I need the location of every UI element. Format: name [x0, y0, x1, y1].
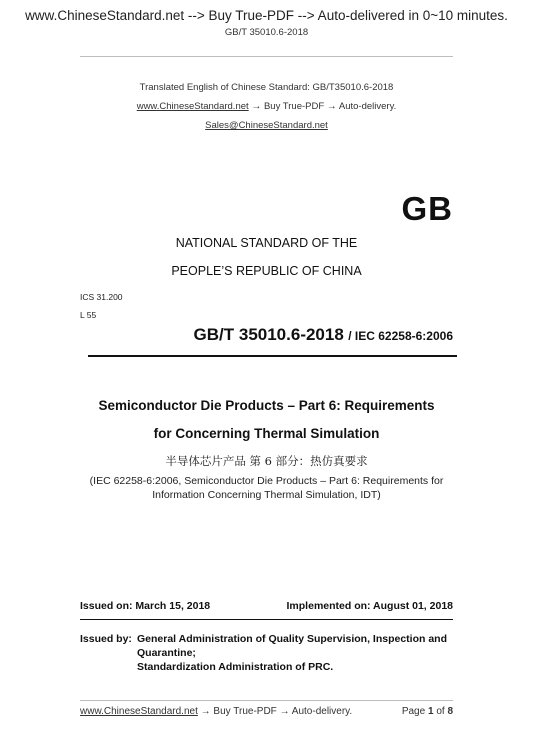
arrow-right-icon: → — [279, 706, 290, 717]
header-divider — [80, 56, 453, 57]
page-current: 1 — [427, 706, 434, 717]
page-of: of — [436, 706, 445, 717]
arrow-right-icon: → — [200, 706, 211, 717]
title-line1: Semiconductor Die Products – Part 6: Requirements — [98, 398, 435, 413]
delivery-text: Auto-delivery. — [338, 101, 397, 112]
arrow-right-icon: → — [326, 101, 337, 112]
header-doc-code: GB/T 35010.6-2018 — [224, 27, 309, 38]
ics-code: ICS 31.200 — [80, 292, 123, 302]
ccs-code: L 55 — [80, 310, 97, 320]
page-indicator — [402, 706, 453, 717]
issuer-line1: General Administration of Quality Supervision, Inspection and — [137, 633, 447, 645]
email-line — [0, 120, 533, 131]
issued-by-block — [80, 632, 447, 674]
arrow-right-icon: → — [251, 101, 262, 112]
gb-mark: GB — [401, 190, 453, 227]
issued-by-label: Issued by: — [80, 633, 132, 645]
title-line2: for Concerning Thermal Simulation — [153, 426, 380, 441]
title-chinese: 半导体芯片产品 第 6 部分：热仿真要求 — [165, 454, 368, 468]
std-number-main: GB/T 35010.6-2018 — [193, 325, 344, 344]
footer-buy-text: Buy True-PDF — [213, 706, 277, 717]
implemented-on: Implemented on: August 01, 2018 — [286, 600, 453, 612]
equivalence-line2: Information Concerning Thermal Simulation, IDT) — [152, 489, 381, 501]
buy-text: Buy True-PDF — [263, 101, 325, 112]
email-link[interactable]: Sales@ChineseStandard.net — [205, 120, 328, 131]
footer-site-link[interactable]: www.ChineseStandard.net — [80, 706, 198, 717]
equivalence-line1: (IEC 62258-6:2006, Semiconductor Die Products – Part 6: Requirements for — [89, 475, 444, 487]
translation-note: Translated English of Chinese Standard: GB/T35010.6-2018 — [139, 82, 394, 93]
page-total: 8 — [447, 706, 453, 717]
translation-links — [0, 101, 533, 112]
page-label: Page — [401, 706, 426, 717]
title-divider — [88, 355, 457, 357]
national-standard-line2: PEOPLE’S REPUBLIC OF CHINA — [171, 264, 362, 278]
standard-number — [80, 325, 453, 345]
site-link[interactable]: www.ChineseStandard.net — [136, 101, 249, 112]
issued-on: Issued on: March 15, 2018 — [80, 600, 211, 612]
top-banner: www.ChineseStandard.net --> Buy True-PDF --> Auto-delivered in 0~10 minutes. — [25, 8, 508, 23]
dates-divider — [80, 619, 453, 620]
footer-divider — [80, 700, 453, 701]
national-standard-line1: NATIONAL STANDARD OF THE — [175, 236, 358, 250]
issuer-line2: Quarantine; — [137, 647, 196, 659]
issuer-line3: Standardization Administration of PRC. — [137, 661, 334, 673]
iec-reference: / IEC 62258-6:2006 — [348, 329, 453, 343]
footer-delivery-text: Auto-delivery. — [291, 706, 353, 717]
footer-links — [80, 706, 352, 717]
